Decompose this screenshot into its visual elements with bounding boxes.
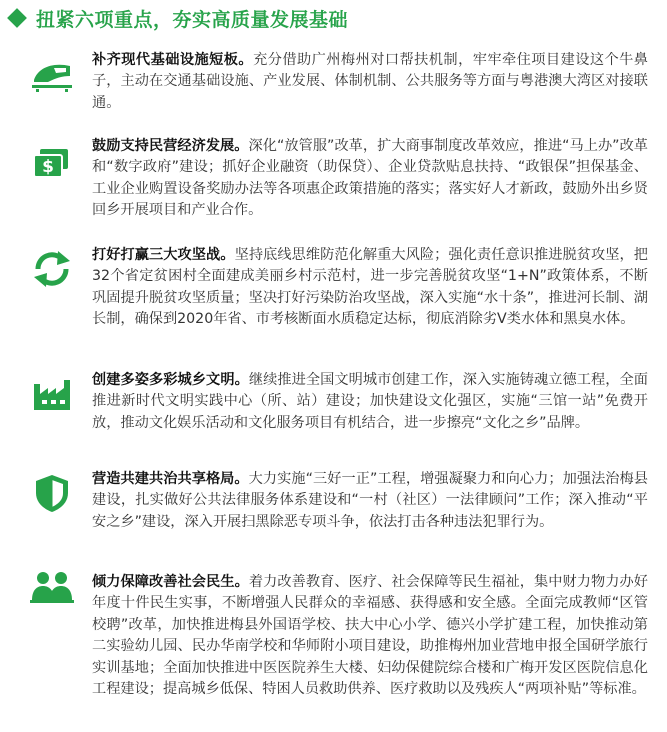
section-title: 打好打赢三大攻坚战。 [92,247,235,263]
factory-icon [30,374,74,414]
money-icon [30,145,74,185]
svg-text:$: $ [42,157,54,177]
section-header [6,2,348,34]
diamond-bullet-icon [7,8,27,28]
section-text [92,572,648,700]
refresh-arrows-icon [30,249,74,289]
section-body: 充分借助广州梅州对口帮扶机制，牢牢牵住项目建设这个牛鼻子，主动在交通基础设施、产业发展、体制机制、公共服务等方面与粤港澳大湾区对接联通。 [92,52,648,111]
section-body: 深化“放管服”改革，扩大商事制度改革效应，推进“马上办”改革和“数字政府”建设；抓好企业融资（助保贷）、企业贷款贴息扶持、“政银保”担保基金、工业企业购置设备奖励办法等各项惠企政策措施的落实；落实好人才新政，鼓励外出乡贤回乡开展项目和产业合作。 [92,138,648,219]
section-body: 坚持底线思维防范化解重大风险；强化责任意识推进脱贫攻坚，把32个省定贫困村全面建成美丽乡村示范村，进一步完善脱贫攻坚“1+N”政策体系，不断巩固提升脱贫攻坚质量；坚决打好污染防治攻坚战，深入实施“水十条”，推进河长制、湖长制，确保到2020年省、市考核断面水质稳定达标，彻底消除劣Ⅴ类水体和黑臭水体。 [92,247,648,328]
section-text [92,370,648,434]
section-body: 继续推进全国文明城市创建工作，深入实施铸魂立德工程，全面推进新时代文明实践中心（所、站）建设；加快建设文化强区，实施“三馆一站”免费开放，推动文化娱乐活动和文化服务项目有机结合，进一步擦亮“文化之乡”品牌。 [92,372,648,431]
page-title: 扭紧六项重点，夯实高质量发展基础 [36,8,349,31]
train-icon [30,54,74,94]
section-title: 营造共建共治共享格局。 [92,471,249,487]
section-text [92,50,648,114]
people-icon [30,566,74,606]
section-body: 着力改善教育、医疗、社会保障等民生福祉，集中财力物力办好年度十件民生实事，不断增强人民群众的幸福感、获得感和安全感。全面完成教师“区管校聘”改革，加快推进梅县外国语学校、扶大中心小学、德兴小学扩建工程，加快推动第二实验幼儿园、民办华南学校和华师附小项目建设，助推梅州加业营地申报全国研学旅行实训基地；全面加快推进中医医院养生大楼、妇幼保健院综合楼和广梅开发区医院信息化工程建设；提高城乡低保、特困人员救助供养、医疗救助以及残疾人“两项补贴”等标准。 [92,574,648,698]
section-text [92,136,648,222]
section-title: 补齐现代基础设施短板。 [92,52,254,68]
section-body: 大力实施“三好一正”工程，增强凝聚力和向心力；加强法治梅县建设，扎实做好公共法律服务体系建设和“一村（社区）一法律顾问”工作；深入推动“平安之乡”建设，深入开展扫黑除恶专项斗争，依法打击各种违法犯罪行为。 [92,471,648,530]
section-title: 鼓励支持民营经济发展。 [92,138,249,154]
section-text [92,245,648,331]
section-title: 创建多姿多彩城乡文明。 [92,372,249,388]
section-text [92,469,648,533]
shield-icon [30,473,74,513]
section-title: 倾力保障改善社会民生。 [92,574,249,590]
